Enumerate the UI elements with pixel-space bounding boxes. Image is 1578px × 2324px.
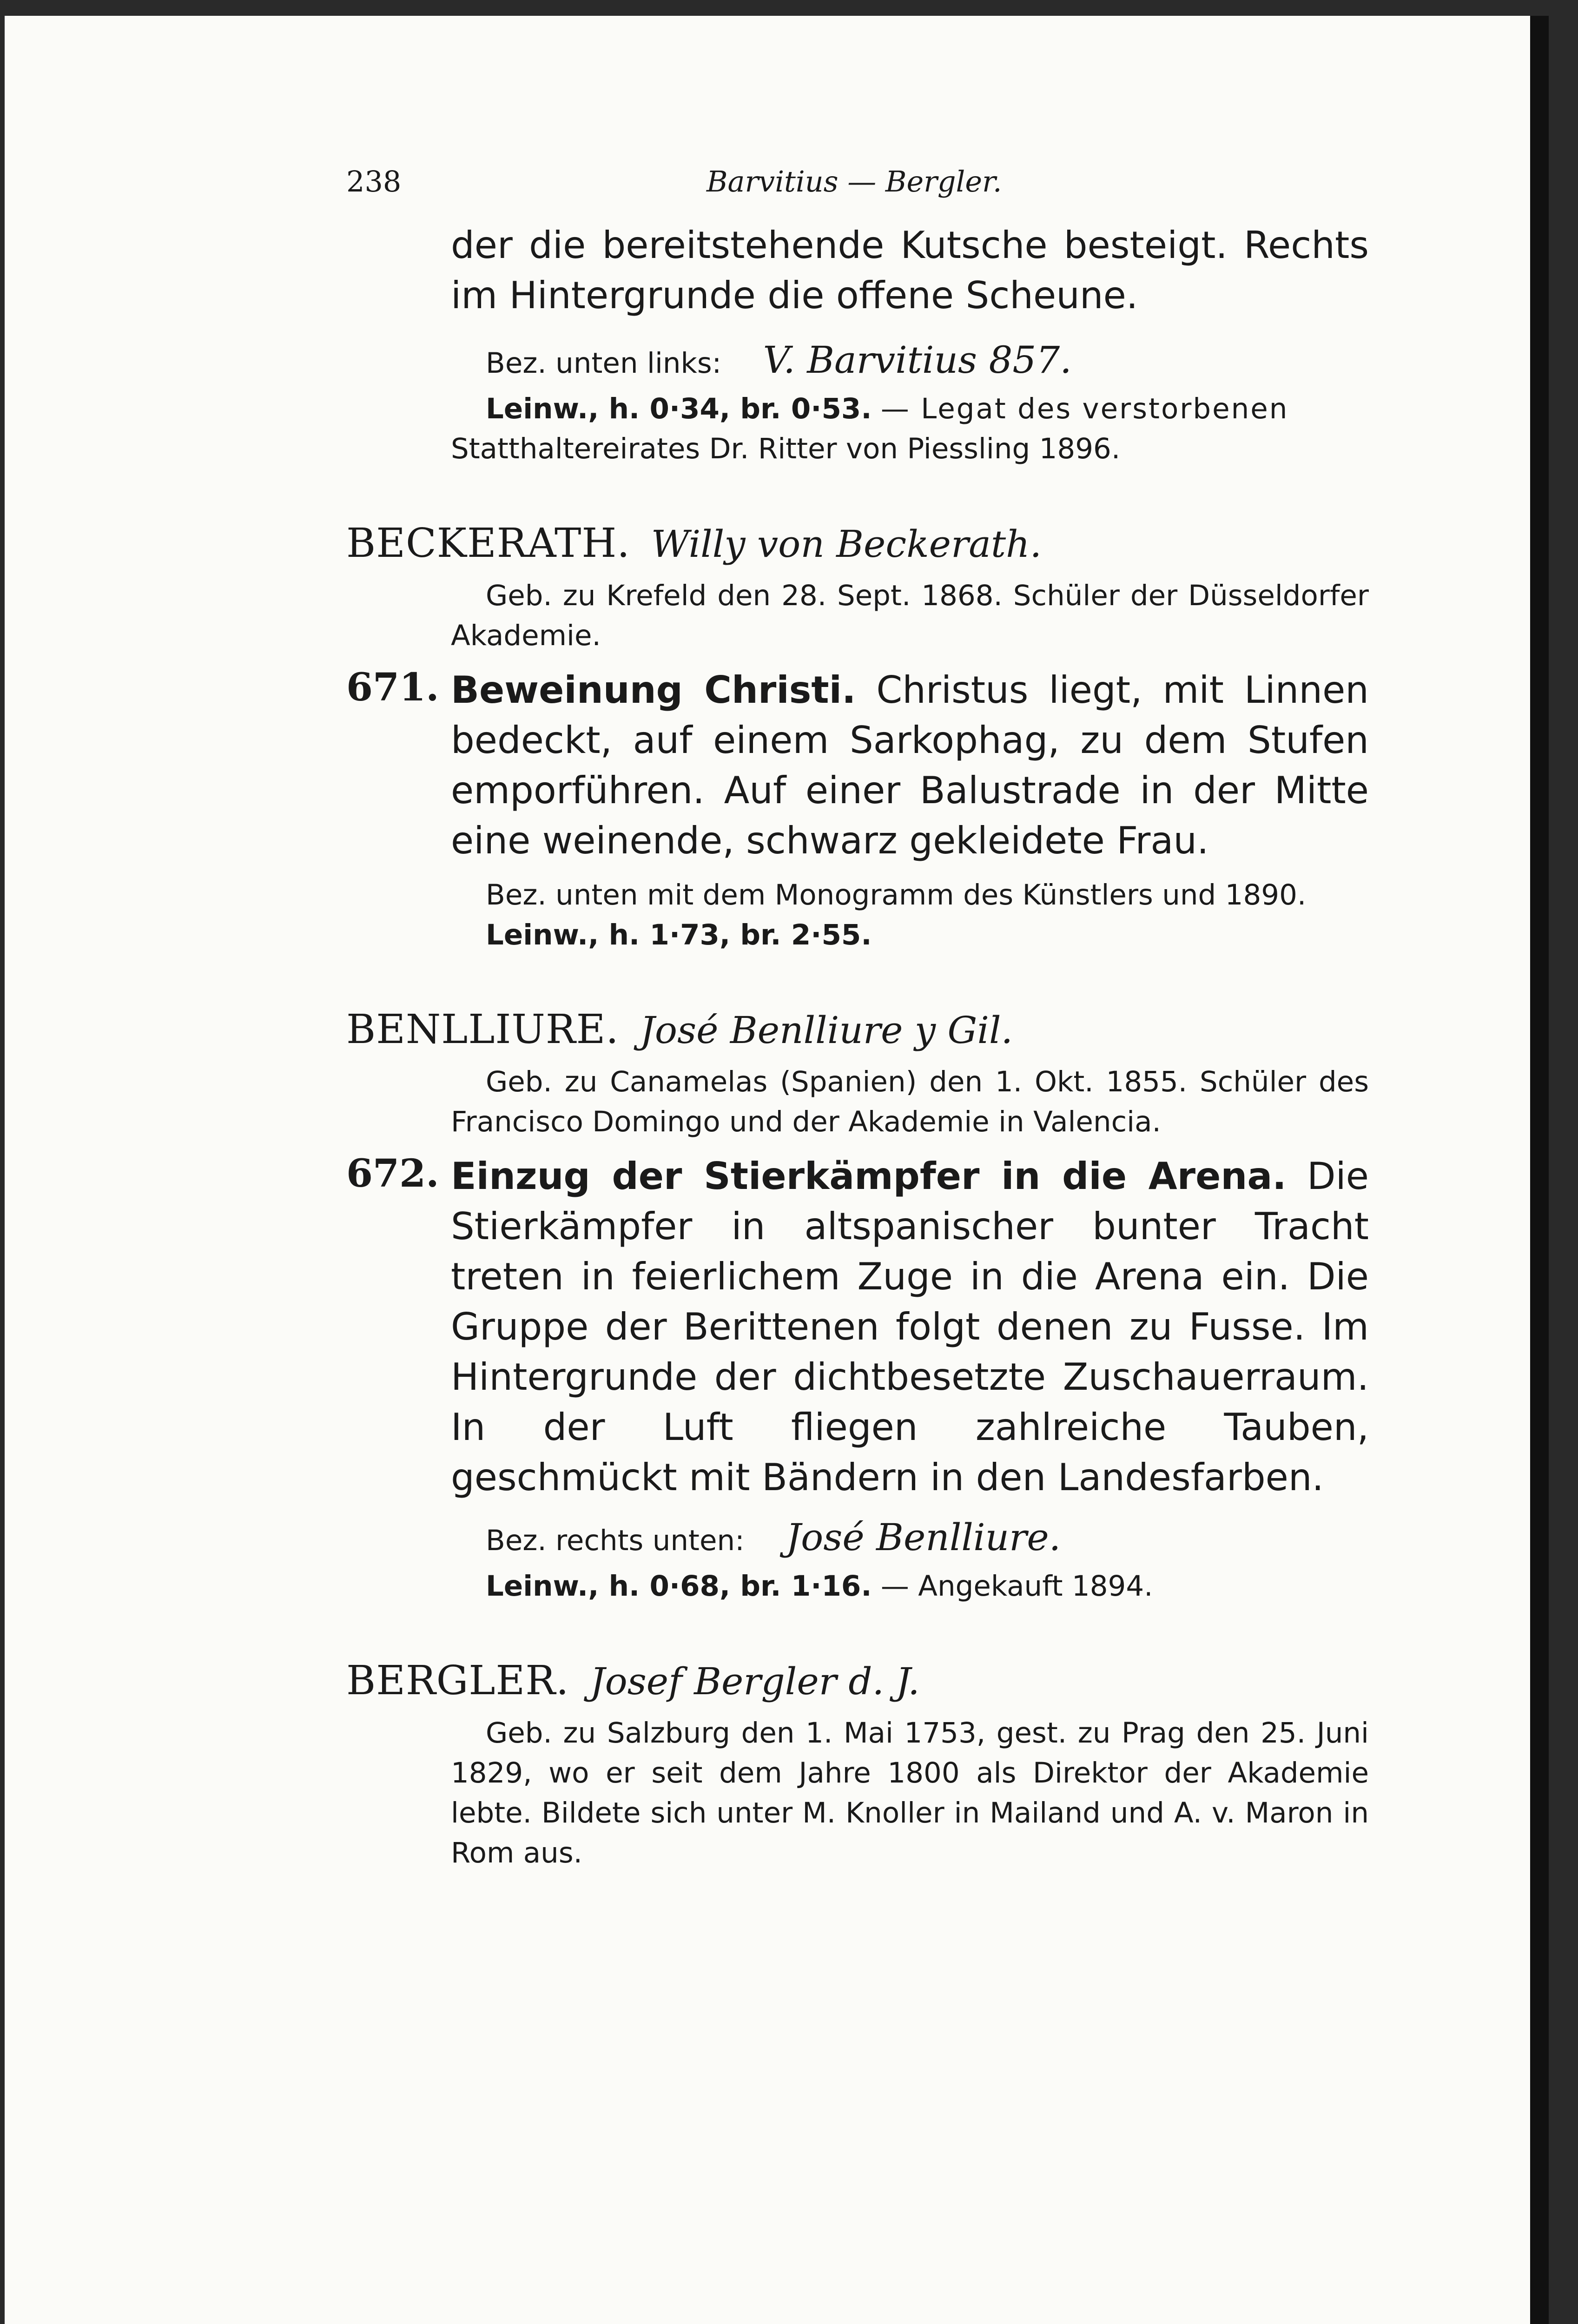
entry-dimensions: Leinw., h. 1·73, br. 2·55. (486, 918, 872, 951)
page-content (346, 151, 1369, 1873)
dimensions-line (346, 389, 1369, 469)
running-head: Barvitius — Bergler. (706, 165, 1002, 198)
signature-label: Bez. unten links: (486, 347, 722, 380)
entry-text (346, 1151, 1369, 1503)
entry-dimensions: Leinw., h. 0·68, br. 1·16. (486, 1570, 872, 1603)
signature-value: José Benlliure. (786, 1516, 1061, 1559)
entry-number: 672. (346, 1151, 439, 1196)
catalogue-entry-672 (346, 1151, 1369, 1503)
dimensions: Leinw., h. 0·34, br. 0·53. (486, 392, 872, 425)
artist-name: BECKERATH. (346, 520, 630, 567)
catalogue-entry-671 (346, 665, 1369, 866)
artist-full-name: José Benlliure y Gil. (640, 1009, 1013, 1052)
entry-description: Christus liegt, mit Linnen bedeckt, auf einem Sarkophag, zu dem Stufen emporführen. Auf einer Balustrade in der Mitte eine weinende, schwarz gekleidete Frau. (451, 668, 1369, 862)
artist-full-name: Josef Bergler d. J. (590, 1660, 920, 1703)
entry-description: Die Stierkämpfer in altspanischer bunter Tracht treten in feierlichem Zuge in die Arena ein. Die Gruppe der Berittenen folgt denen zu Fusse. Im Hintergrunde der dichtbesetzte Zuschauerraum. In der Luft fliegen zahlreiche Tauben, geschmückt mit Bändern in den Landesfarben. (451, 1155, 1369, 1499)
entry-text (346, 665, 1369, 866)
entry-signature: Bez. unten mit dem Monogramm des Künstlers und 1890. (486, 878, 1307, 911)
artist-heading-beckerath (346, 520, 1369, 567)
signature-value: V. Barvitius 857. (763, 338, 1072, 382)
signature-line (346, 335, 1369, 389)
entry-number: 671. (346, 665, 439, 710)
continuation-text: der die bereitstehende Kutsche besteigt. Rechts im Hintergrunde die offene Scheune. (451, 224, 1369, 317)
artist-heading-bergler (346, 1657, 1369, 1704)
signature-label: Bez. rechts unten: (486, 1524, 745, 1557)
legat-line-2: Statthaltereirates Dr. Ritter von Piessling 1896. (451, 432, 1121, 465)
artist-bio: Geb. zu Krefeld den 28. Sept. 1868. Schüler der Düsseldorfer Akademie. (451, 579, 1369, 652)
artist-name: BERGLER. (346, 1657, 569, 1704)
artist-full-name: Willy von Beckerath. (651, 522, 1042, 566)
entry-signature-line (346, 1512, 1369, 1566)
entry-title: Beweinung Christi. (451, 668, 856, 712)
artist-bio: Geb. zu Canamelas (Spanien) den 1. Okt. 1855. Schüler des Francisco Domingo und der Akademie in Valencia. (451, 1065, 1369, 1138)
page-number: 238 (346, 165, 402, 198)
artist-bio: Geb. zu Salzburg den 1. Mai 1753, gest. zu Prag den 25. Juni 1829, wo er seit dem Jahre 1800 als Direktor der Akademie lebte. Bildete sich unter M. Knoller in Mailand und A. v. Maron in Rom aus. (451, 1717, 1369, 1869)
legat-line-1: — Legat des verstorbenen (880, 392, 1289, 425)
entry-title: Einzug der Stierkämpfer in die Arena. (451, 1155, 1287, 1198)
page-header (346, 151, 1369, 202)
entry-dimensions-line (346, 1566, 1369, 1606)
acquisition: — Angekauft 1894. (880, 1570, 1153, 1603)
artist-name: BENLLIURE. (346, 1006, 619, 1053)
page (5, 16, 1549, 2324)
scan-edge-right (1530, 16, 1549, 2324)
artist-heading-benlliure (346, 1006, 1369, 1053)
